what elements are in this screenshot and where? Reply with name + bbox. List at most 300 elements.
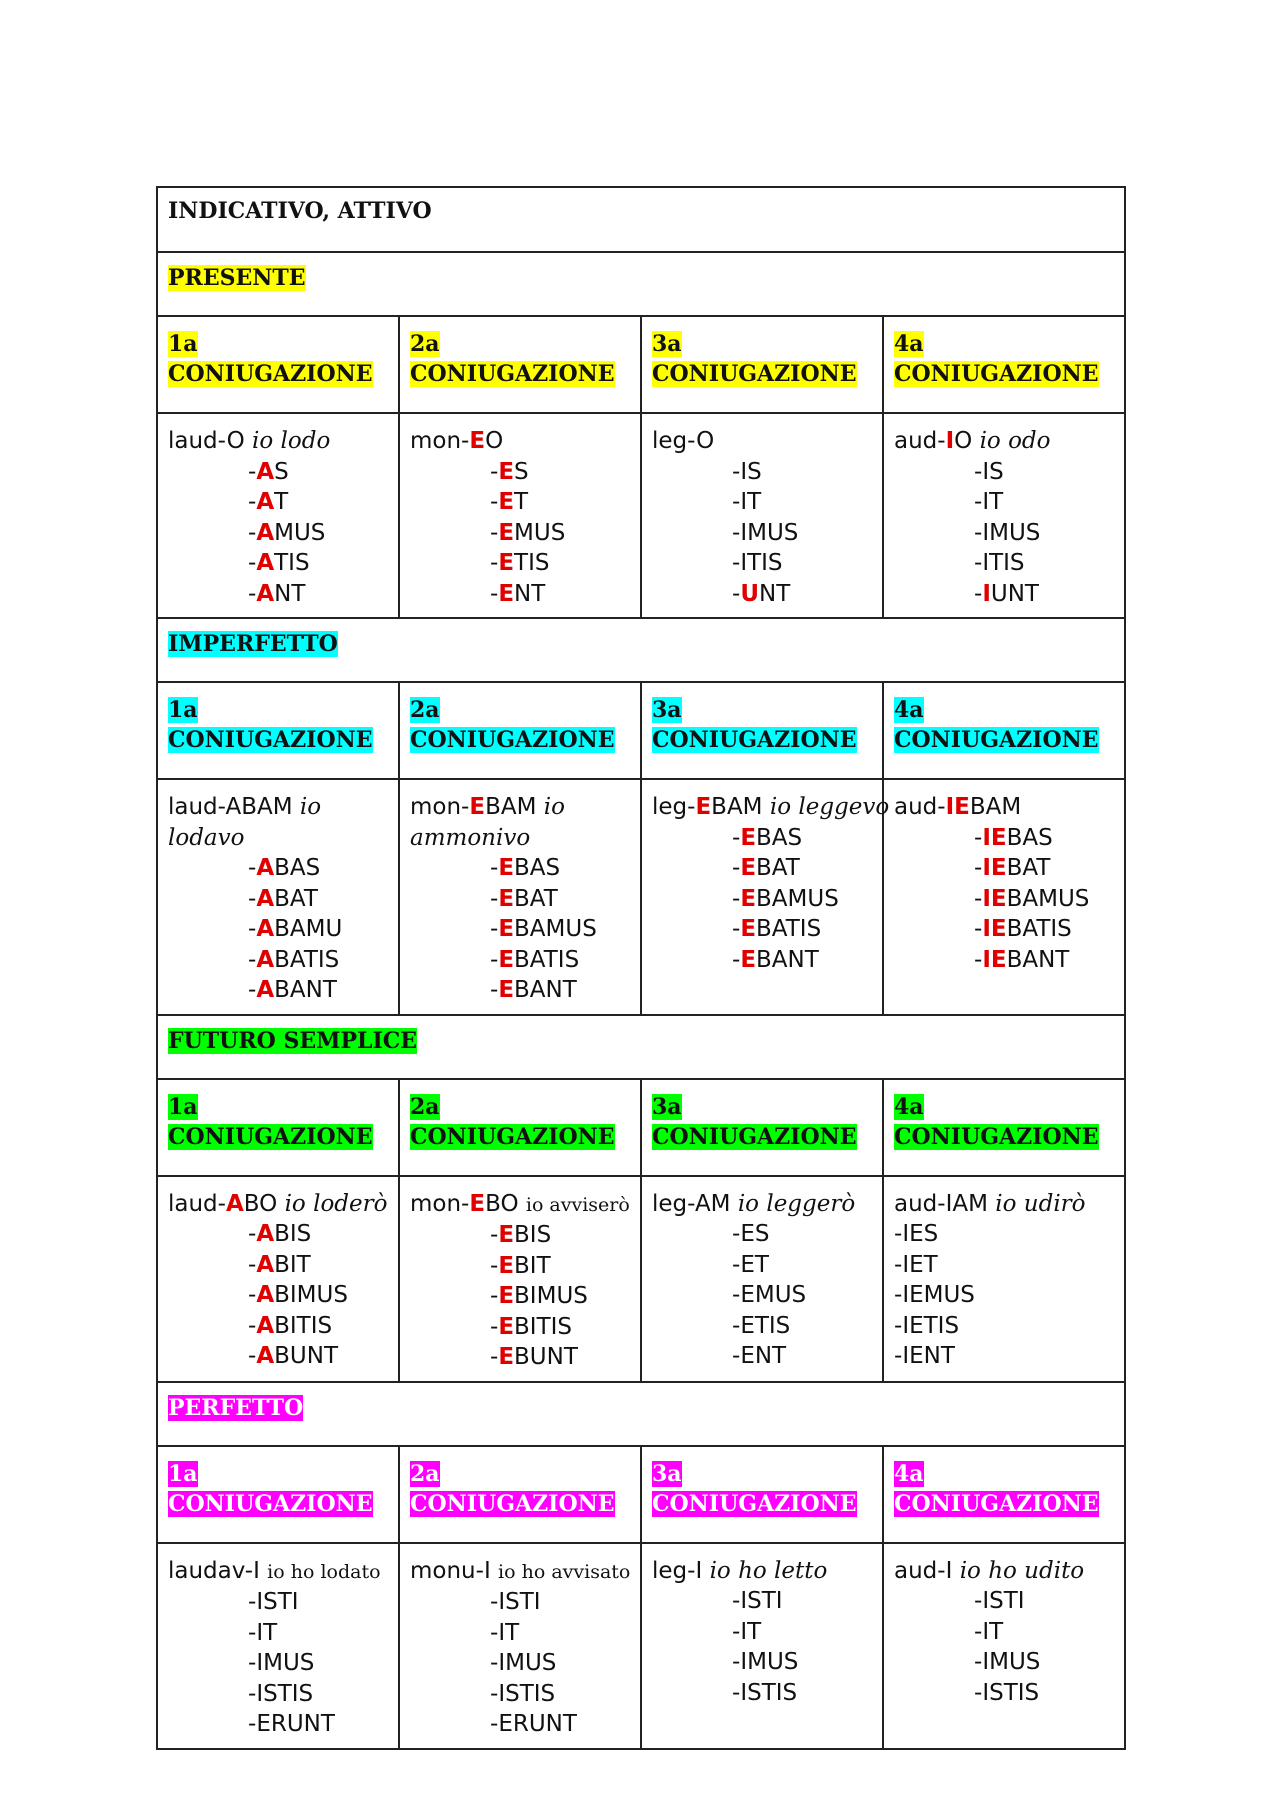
- ending: ISTI: [498, 1589, 541, 1615]
- ending-line: [410, 945, 630, 976]
- conjugation-cell: [641, 413, 883, 618]
- ending: I: [945, 1557, 953, 1584]
- ending: BAMU: [274, 916, 343, 942]
- ending-line: [410, 457, 630, 488]
- ending-line: [894, 548, 1114, 579]
- conjugation-cell: [399, 779, 641, 1015]
- ending-line: [410, 884, 630, 915]
- ending-line: [168, 853, 388, 884]
- verb-stem: aud-: [894, 1190, 946, 1217]
- ending: IT: [982, 489, 1004, 515]
- ending-line: [168, 1648, 388, 1679]
- thematic-vowel: E: [740, 946, 757, 973]
- conjugation-header-cell: [157, 682, 399, 779]
- dash: -: [732, 1282, 741, 1308]
- translation: io ho udito: [959, 1557, 1085, 1584]
- thematic-vowel: IE: [982, 824, 1007, 851]
- ending: BIT: [274, 1251, 311, 1278]
- dash: -: [732, 1221, 741, 1247]
- conjugation-header: 1a CONIUGAZIONE: [168, 331, 373, 387]
- first-person-form: [894, 1189, 1114, 1220]
- ending-line: [894, 914, 1114, 945]
- verb-stem: laud-: [168, 794, 226, 820]
- ending: IT: [740, 489, 762, 515]
- conjugation-header: 4a CONIUGAZIONE: [894, 1460, 1099, 1517]
- thematic-vowel: A: [256, 550, 275, 576]
- ending: BITIS: [274, 1312, 333, 1339]
- translation: io ho lodato: [267, 1560, 381, 1583]
- first-person-form: [168, 426, 388, 457]
- ending-line: [168, 518, 388, 549]
- ending: O: [226, 428, 245, 454]
- section-row: [157, 252, 1125, 316]
- thematic-vowel: E: [498, 916, 515, 942]
- thematic-vowel: E: [498, 550, 515, 576]
- dash: -: [490, 1711, 499, 1737]
- thematic-vowel: A: [256, 580, 275, 607]
- dash: -: [490, 489, 499, 515]
- conjugation-cell: [883, 1176, 1125, 1382]
- dash: -: [894, 1343, 903, 1369]
- dash: -: [732, 458, 741, 485]
- ending-line: [894, 457, 1114, 488]
- first-person-form: [168, 792, 388, 853]
- ending-line: [652, 1280, 872, 1311]
- ending: BAMUS: [1006, 885, 1090, 912]
- thematic-vowel: A: [225, 1190, 244, 1217]
- dash: -: [732, 1343, 741, 1369]
- conjugation-header: 2a CONIUGAZIONE: [410, 1093, 615, 1150]
- first-person-form: [894, 792, 1114, 823]
- ending-line: [894, 1647, 1114, 1678]
- conjugation-body-row: [157, 413, 1125, 618]
- conjugation-header: 4a CONIUGAZIONE: [894, 331, 1099, 387]
- verb-stem: leg-: [652, 1190, 695, 1217]
- thematic-vowel: E: [469, 794, 486, 820]
- ending-line: [894, 945, 1114, 976]
- ending-line: [894, 1617, 1114, 1648]
- ending: ETIS: [740, 1312, 791, 1339]
- verb-stem: mon-: [410, 794, 470, 820]
- ending-line: [410, 1342, 630, 1373]
- conjugation-cell: [399, 1543, 641, 1749]
- dash: -: [894, 1251, 903, 1278]
- ending: TIS: [274, 550, 310, 576]
- dash: -: [732, 824, 741, 851]
- ending-line: [168, 1219, 388, 1250]
- thematic-vowel: A: [256, 885, 275, 912]
- dash: -: [974, 1649, 983, 1675]
- ending: BITIS: [514, 1313, 573, 1340]
- translation: io leggerò: [737, 1190, 856, 1217]
- verb-stem: mon-: [410, 1190, 470, 1217]
- ending-line: [410, 1220, 630, 1251]
- ending-line: [168, 487, 388, 518]
- conjugation-header-cell: [883, 682, 1125, 779]
- ending: BANT: [274, 977, 337, 1003]
- conjugation-header-cell: [883, 1446, 1125, 1543]
- ending-line: [652, 945, 872, 976]
- ending: IT: [982, 1618, 1004, 1645]
- section-cell: [157, 1015, 1125, 1079]
- conjugation-header-cell: [883, 316, 1125, 413]
- ending-line: [410, 1312, 630, 1343]
- thematic-vowel: A: [256, 1343, 275, 1369]
- thematic-vowel: E: [498, 946, 515, 973]
- ending: IES: [902, 1221, 939, 1247]
- ending-line: [168, 548, 388, 579]
- verb-stem: aud-: [894, 1557, 946, 1584]
- conjugation-cell: [157, 779, 399, 1015]
- ending: BANT: [514, 977, 577, 1003]
- ending: ENT: [740, 1343, 787, 1369]
- dash: -: [894, 1221, 903, 1247]
- dash: -: [490, 946, 499, 973]
- thematic-vowel: E: [498, 1222, 515, 1248]
- ending: BIMUS: [514, 1283, 588, 1309]
- ending-line: [894, 1311, 1114, 1342]
- conjugation-table-body: [157, 187, 1125, 1749]
- ending: IMUS: [982, 1649, 1041, 1675]
- thematic-vowel: E: [498, 519, 515, 546]
- dash: -: [732, 550, 741, 576]
- conjugation-header-cell: [157, 1446, 399, 1543]
- ending: S: [274, 458, 289, 485]
- ending: TIS: [514, 550, 550, 576]
- dash: -: [248, 1282, 257, 1308]
- section-title: PRESENTE: [168, 265, 306, 291]
- ending-line: [652, 823, 872, 854]
- dash: -: [490, 1222, 499, 1248]
- section-title: FUTURO SEMPLICE: [168, 1027, 418, 1054]
- ending: BO: [485, 1190, 519, 1217]
- thematic-vowel: E: [469, 428, 486, 454]
- thematic-vowel: IE: [982, 855, 1007, 881]
- ending: BAT: [514, 885, 558, 912]
- ending: BAT: [274, 885, 318, 912]
- verb-stem: leg-: [652, 428, 697, 454]
- ending-line: [894, 518, 1114, 549]
- dash: -: [248, 1221, 257, 1247]
- dash: -: [248, 550, 257, 576]
- ending: BATIS: [756, 916, 822, 942]
- dash: -: [974, 824, 983, 851]
- section-row: [157, 1015, 1125, 1079]
- ending: BATIS: [1006, 916, 1072, 942]
- ending-line: [894, 884, 1114, 915]
- ending: IEMUS: [902, 1282, 975, 1308]
- dash: -: [248, 1650, 257, 1676]
- dash: -: [490, 977, 499, 1003]
- ending-line: [410, 1709, 630, 1740]
- conjugation-header: 4a CONIUGAZIONE: [894, 1093, 1099, 1150]
- ending-line: [410, 548, 630, 579]
- ending: T: [514, 489, 529, 515]
- section-cell: [157, 618, 1125, 682]
- ending: BAS: [756, 824, 803, 851]
- ending-line: [168, 1618, 388, 1649]
- ending: I: [695, 1557, 703, 1584]
- ending: NT: [759, 580, 791, 607]
- ending: BATIS: [514, 946, 580, 973]
- verb-stem: leg-: [652, 1557, 696, 1584]
- ending: BAT: [756, 855, 800, 881]
- first-person-form: [168, 1189, 388, 1220]
- dash: -: [248, 489, 257, 515]
- conjugation-cell: [883, 779, 1125, 1015]
- conjugation-body-row: [157, 1176, 1125, 1382]
- conjugation-header-cell: [399, 316, 641, 413]
- thematic-vowel: E: [498, 458, 515, 485]
- ending-line: [652, 1311, 872, 1342]
- dash: -: [974, 580, 983, 607]
- conjugation-header: 1a CONIUGAZIONE: [168, 1093, 373, 1150]
- conjugation-header: 4a CONIUGAZIONE: [894, 697, 1099, 753]
- conjugation-header-cell: [883, 1079, 1125, 1176]
- translation: io loderò: [284, 1190, 388, 1217]
- dash: -: [248, 1251, 257, 1278]
- dash: -: [490, 1650, 499, 1676]
- thematic-vowel: E: [498, 580, 515, 607]
- conjugation-cell: [399, 413, 641, 618]
- dash: -: [248, 458, 257, 485]
- section-cell: [157, 1382, 1125, 1446]
- ending: ERUNT: [256, 1711, 335, 1737]
- dash: -: [974, 855, 983, 881]
- thematic-vowel: U: [740, 580, 759, 607]
- ending-line: [410, 1587, 630, 1618]
- dash: -: [248, 916, 257, 942]
- ending-line: [168, 1280, 388, 1311]
- ending-line: [894, 1250, 1114, 1281]
- translation: io odo: [979, 428, 1051, 454]
- ending: IS: [740, 458, 762, 485]
- thematic-vowel: E: [498, 1252, 515, 1279]
- ending-line: [894, 579, 1114, 610]
- ending-line: [652, 1586, 872, 1617]
- verb-stem: monu-: [410, 1557, 484, 1584]
- section-cell: [157, 252, 1125, 316]
- ending: BAM: [711, 794, 763, 820]
- ending-line: [410, 853, 630, 884]
- dash: -: [732, 885, 741, 912]
- conjugation-header: 3a CONIUGAZIONE: [652, 697, 857, 753]
- ending-line: [894, 1678, 1114, 1709]
- dash: -: [894, 1282, 903, 1308]
- ending-line: [168, 914, 388, 945]
- ending: ISTIS: [256, 1680, 314, 1707]
- ending: BAM: [485, 794, 537, 820]
- ending-line: [894, 1586, 1114, 1617]
- ending: ITIS: [982, 550, 1025, 576]
- thematic-vowel: A: [256, 977, 275, 1003]
- section-title: PERFETTO: [168, 1394, 304, 1421]
- ending: BIS: [274, 1221, 312, 1247]
- conjugation-cell: [883, 413, 1125, 618]
- conjugation-header-cell: [641, 316, 883, 413]
- ending: BUNT: [514, 1344, 578, 1370]
- ending-line: [410, 487, 630, 518]
- dash: -: [732, 580, 741, 607]
- dash: -: [732, 946, 741, 973]
- thematic-vowel: E: [740, 885, 757, 912]
- first-person-form: [410, 426, 630, 457]
- conjugation-header: 3a CONIUGAZIONE: [652, 1093, 857, 1150]
- conjugation-header-cell: [641, 682, 883, 779]
- ending-line: [652, 1341, 872, 1372]
- thematic-vowel: E: [498, 977, 515, 1003]
- thematic-vowel: IE: [982, 885, 1007, 912]
- ending: BIT: [514, 1252, 551, 1279]
- ending-line: [652, 548, 872, 579]
- dash: -: [732, 1251, 741, 1278]
- ending: ISTI: [256, 1589, 299, 1615]
- conjugation-header-cell: [157, 316, 399, 413]
- ending: S: [514, 458, 529, 485]
- ending-line: [410, 1648, 630, 1679]
- conjugation-header-cell: [399, 1079, 641, 1176]
- dash: -: [248, 1619, 257, 1646]
- ending: IMUS: [256, 1650, 315, 1676]
- dash: -: [248, 855, 257, 881]
- ending-line: [410, 975, 630, 1006]
- conjugation-cell: [399, 1176, 641, 1382]
- verb-stem: laudav-: [168, 1557, 254, 1584]
- dash: -: [248, 1711, 257, 1737]
- first-person-form: [168, 1556, 388, 1588]
- ending-line: [410, 1679, 630, 1710]
- ending: I: [253, 1557, 260, 1584]
- section-row: [157, 1382, 1125, 1446]
- ending-line: [652, 1219, 872, 1250]
- dash: -: [732, 1649, 741, 1675]
- ending: NT: [274, 580, 306, 607]
- dash: -: [974, 458, 983, 485]
- ending-line: [410, 579, 630, 610]
- dash: -: [974, 1588, 983, 1614]
- dash: -: [732, 519, 741, 546]
- thematic-vowel: E: [469, 1190, 486, 1217]
- ending-line: [168, 1709, 388, 1740]
- thematic-vowel: A: [256, 855, 275, 881]
- dash: -: [490, 519, 499, 546]
- ending: IT: [256, 1619, 278, 1646]
- dash: -: [490, 916, 499, 942]
- dash: -: [248, 519, 257, 546]
- thematic-vowel: E: [498, 885, 515, 912]
- ending: BIS: [514, 1222, 552, 1248]
- first-person-form: [894, 426, 1114, 457]
- ending-line: [652, 579, 872, 610]
- ending-line: [652, 1250, 872, 1281]
- conjugation-header: 2a CONIUGAZIONE: [410, 697, 615, 753]
- ending-line: [168, 457, 388, 488]
- dash: -: [974, 1679, 983, 1706]
- thematic-vowel: E: [498, 855, 515, 881]
- ending-line: [894, 1280, 1114, 1311]
- dash: -: [248, 1589, 257, 1615]
- conjugation-header-row: [157, 316, 1125, 413]
- ending: IENT: [902, 1343, 955, 1369]
- ending: MUS: [274, 519, 326, 546]
- thematic-vowel: A: [256, 1312, 275, 1339]
- first-person-form: [894, 1556, 1114, 1587]
- dash: -: [974, 519, 983, 546]
- conjugation-header: 1a CONIUGAZIONE: [168, 697, 373, 753]
- translation: io udirò: [995, 1190, 1086, 1217]
- ending-line: [652, 914, 872, 945]
- translation: io leggevo: [769, 794, 890, 820]
- dash: -: [490, 580, 499, 607]
- dash: -: [974, 489, 983, 515]
- ending-line: [410, 518, 630, 549]
- ending: ES: [740, 1221, 770, 1247]
- thematic-vowel: E: [740, 916, 757, 942]
- thematic-vowel: E: [740, 824, 757, 851]
- dash: -: [248, 1312, 257, 1339]
- ending: ISTI: [982, 1588, 1025, 1614]
- dash: -: [732, 916, 741, 942]
- thematic-vowel: E: [695, 794, 712, 820]
- dash: -: [490, 1344, 499, 1370]
- ending-line: [410, 914, 630, 945]
- dash: -: [248, 885, 257, 912]
- ending-line: [652, 457, 872, 488]
- ending-line: [168, 1341, 388, 1372]
- first-person-form: [652, 1556, 872, 1587]
- ending-line: [168, 975, 388, 1006]
- thematic-vowel: IE: [982, 946, 1007, 973]
- ending: IAM: [945, 1190, 988, 1217]
- first-person-form: [410, 1189, 630, 1221]
- ending-line: [652, 487, 872, 518]
- conjugation-header-row: [157, 1079, 1125, 1176]
- thematic-vowel: E: [498, 1283, 515, 1309]
- ending: O: [696, 428, 715, 454]
- translation: io ho avvisato: [498, 1560, 631, 1583]
- ending-line: [652, 1647, 872, 1678]
- translation: io lodo: [252, 428, 331, 454]
- ending: IETIS: [902, 1312, 960, 1339]
- thematic-vowel: A: [256, 1251, 275, 1278]
- dash: -: [490, 1313, 499, 1340]
- ending: BIMUS: [274, 1282, 348, 1308]
- conjugation-header: 3a CONIUGAZIONE: [652, 331, 857, 387]
- ending-line: [652, 853, 872, 884]
- ending-line: [652, 1678, 872, 1709]
- ending: BAMUS: [514, 916, 597, 942]
- table-title: INDICATIVO, ATTIVO: [157, 187, 1125, 252]
- ending: BAT: [1006, 855, 1051, 881]
- ending: AM: [694, 1190, 731, 1217]
- thematic-vowel: A: [256, 458, 275, 485]
- thematic-vowel: I: [945, 428, 955, 454]
- ending-line: [168, 884, 388, 915]
- ending: ERUNT: [498, 1711, 577, 1737]
- ending: IMUS: [498, 1650, 557, 1676]
- thematic-vowel: E: [498, 489, 515, 515]
- conjugation-header: 3a CONIUGAZIONE: [652, 1460, 857, 1517]
- conjugation-table: [156, 186, 1126, 1750]
- ending: BAS: [274, 855, 321, 881]
- ending: MUS: [514, 519, 566, 546]
- first-person-form: [652, 792, 890, 823]
- verb-stem: aud-: [894, 794, 946, 820]
- ending-line: [652, 884, 872, 915]
- dash: -: [490, 1252, 499, 1279]
- thematic-vowel: A: [256, 1221, 275, 1247]
- thematic-vowel: E: [498, 1344, 515, 1370]
